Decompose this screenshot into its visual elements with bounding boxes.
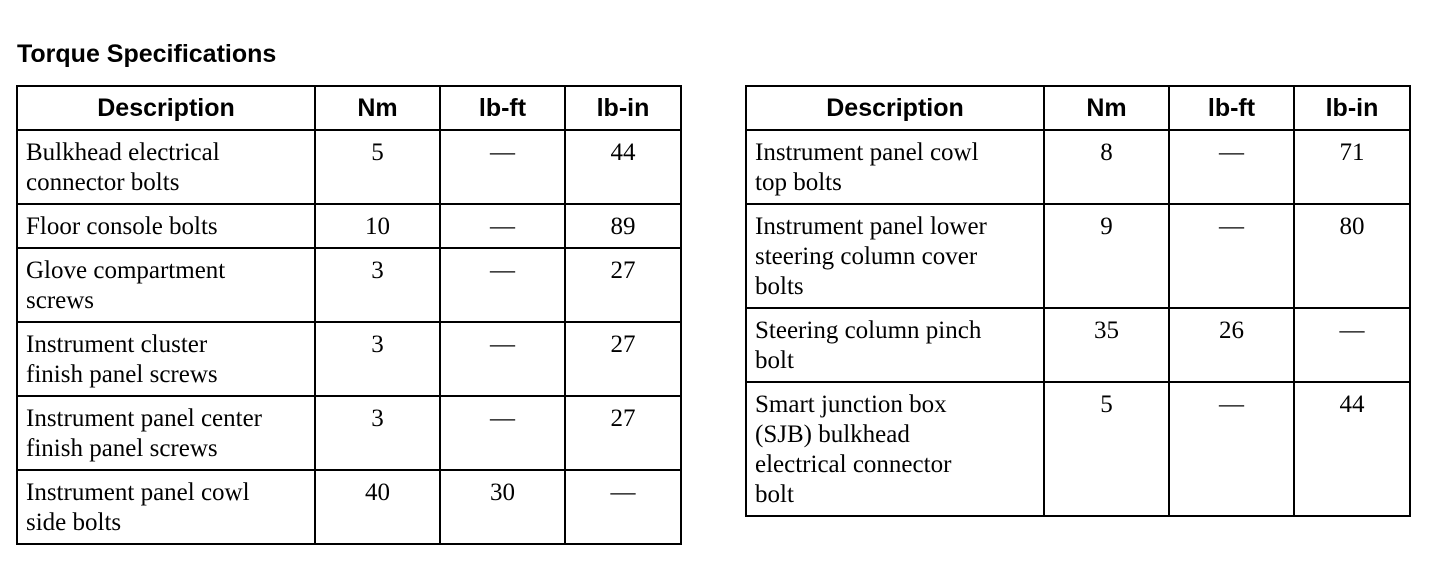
lbft-cell: —	[1169, 382, 1294, 516]
description-cell: Instrument panel cowl side bolts	[17, 470, 315, 544]
nm-cell: 35	[1044, 308, 1169, 382]
description-cell: Glove compartment screws	[17, 248, 315, 322]
table-row	[17, 470, 681, 544]
column-header-lbft: lb-ft	[440, 86, 565, 130]
lbft-cell: 26	[1169, 308, 1294, 382]
table-row	[17, 396, 681, 470]
lbin-cell: 44	[1294, 382, 1410, 516]
torque-table-left	[16, 85, 682, 545]
description-cell: Instrument panel lower steering column cover bolts	[746, 204, 1044, 308]
lbft-cell: —	[440, 248, 565, 322]
lbin-cell: 44	[565, 130, 681, 204]
column-header-lbft: lb-ft	[1169, 86, 1294, 130]
lbft-cell: —	[1169, 204, 1294, 308]
column-header-description: Description	[746, 86, 1044, 130]
lbin-cell: 71	[1294, 130, 1410, 204]
torque-table-right	[745, 85, 1411, 517]
lbin-cell: 27	[565, 322, 681, 396]
table-row	[746, 130, 1410, 204]
lbft-cell: —	[440, 130, 565, 204]
description-cell: Floor console bolts	[17, 204, 315, 248]
description-cell: Bulkhead electrical connector bolts	[17, 130, 315, 204]
description-cell: Instrument panel center finish panel screws	[17, 396, 315, 470]
column-header-nm: Nm	[1044, 86, 1169, 130]
column-header-nm: Nm	[315, 86, 440, 130]
lbin-cell: —	[1294, 308, 1410, 382]
nm-cell: 40	[315, 470, 440, 544]
nm-cell: 3	[315, 248, 440, 322]
lbin-cell: 80	[1294, 204, 1410, 308]
header-row	[17, 86, 681, 130]
nm-cell: 10	[315, 204, 440, 248]
nm-cell: 9	[1044, 204, 1169, 308]
page-title: Torque Specifications	[17, 40, 277, 68]
lbin-cell: 27	[565, 248, 681, 322]
lbft-cell: —	[1169, 130, 1294, 204]
lbft-cell: —	[440, 204, 565, 248]
table-row	[746, 204, 1410, 308]
column-header-lbin: lb-in	[565, 86, 681, 130]
lbft-cell: 30	[440, 470, 565, 544]
description-cell: Smart junction box (SJB) bulkhead electrical connector bolt	[746, 382, 1044, 516]
table-row	[17, 322, 681, 396]
nm-cell: 8	[1044, 130, 1169, 204]
table-row	[17, 204, 681, 248]
column-header-lbin: lb-in	[1294, 86, 1410, 130]
nm-cell: 5	[1044, 382, 1169, 516]
table-row	[746, 308, 1410, 382]
lbin-cell: —	[565, 470, 681, 544]
lbin-cell: 89	[565, 204, 681, 248]
table-row	[17, 248, 681, 322]
table-row	[746, 382, 1410, 516]
column-header-description: Description	[17, 86, 315, 130]
description-cell: Instrument cluster finish panel screws	[17, 322, 315, 396]
lbft-cell: —	[440, 396, 565, 470]
description-cell: Steering column pinch bolt	[746, 308, 1044, 382]
nm-cell: 3	[315, 322, 440, 396]
lbft-cell: —	[440, 322, 565, 396]
description-cell: Instrument panel cowl top bolts	[746, 130, 1044, 204]
lbin-cell: 27	[565, 396, 681, 470]
nm-cell: 5	[315, 130, 440, 204]
table-row	[17, 130, 681, 204]
header-row	[746, 86, 1410, 130]
nm-cell: 3	[315, 396, 440, 470]
